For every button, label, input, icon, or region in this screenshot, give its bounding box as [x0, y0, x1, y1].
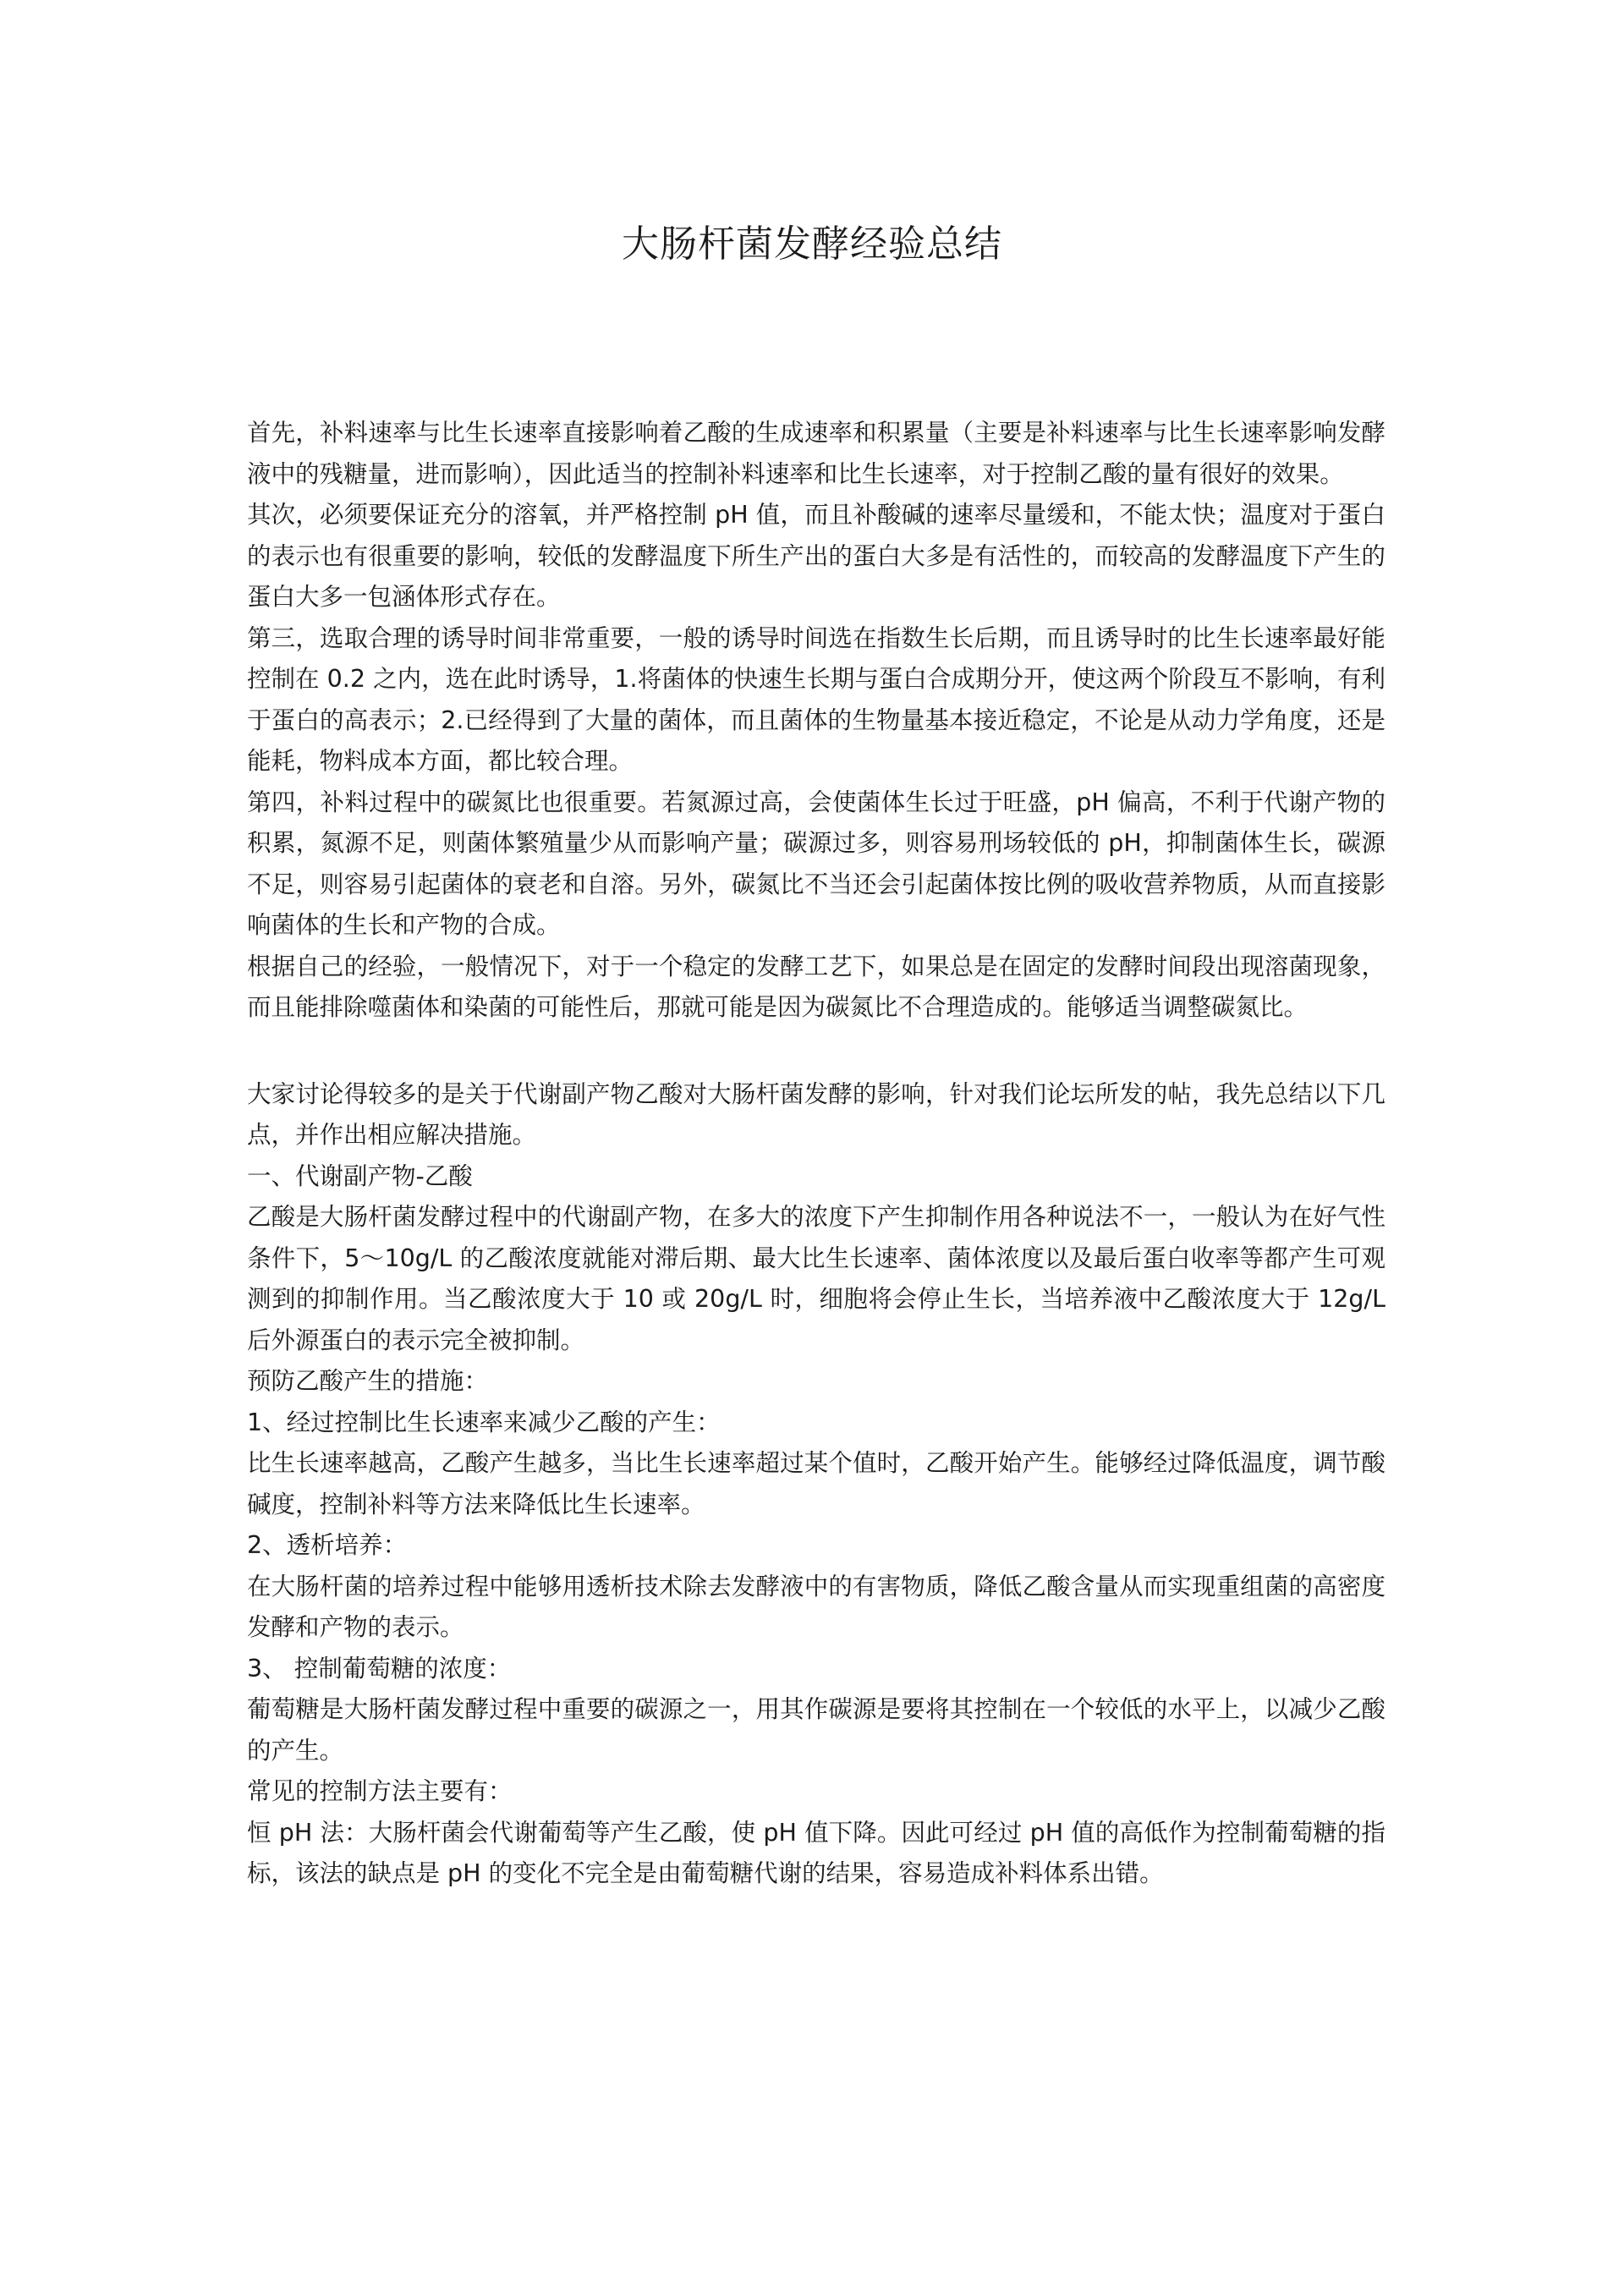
paragraph-spacer: [247, 1029, 1385, 1074]
paragraph-acetate-feed-rate: 首先，补料速率与比生长速率直接影响着乙酸的生成速率和积累量（主要是补料速率与比生长速率影响发酵液中的残糖量，进而影响），因此适当的控制补料速率和比生长速率，对于控制乙酸的量有很好的效果。: [247, 419, 1385, 488]
paragraph-acetate-inhibition: 乙酸是大肠杆菌发酵过程中的代谢副产物，在多大的浓度下产生抑制作用各种说法不一，一般认为在好气性条件下，5～10g/L 的乙酸浓度就能对滞后期、最大比生长速率、菌体浓度以及最后蛋白收率等都产生可观测到的抑制作用。当乙酸浓度大于 10 或 20g/L 时，细胞将会停止生长，当培养液中乙酸浓度大于 12g/L 后外源蛋白的表示完全被抑制。: [247, 1203, 1385, 1354]
heading-acetate-byproduct: 一、代谢副产物-乙酸: [247, 1161, 473, 1190]
paragraph-oxygen-ph-temperature: 其次，必须要保证充分的溶氧，并严格控制 pH 值，而且补酸碱的速率尽量缓和，不能太快；温度对于蛋白的表示也有很重要的影响，较低的发酵温度下所生产出的蛋白大多是有活性的，而较高的发酵温度下产生的蛋白大多一包涵体形式存在。: [247, 501, 1385, 611]
paragraph-discussion-intro: 大家讨论得较多的是关于代谢副产物乙酸对大肠杆菌发酵的影响，针对我们论坛所发的帖，我先总结以下几点，并作出相应解决措施。: [247, 1079, 1385, 1149]
paragraph-measure-1: 比生长速率越高，乙酸产生越多，当比生长速率超过某个值时，乙酸开始产生。能够经过降低温度，调节酸碱度，控制补料等方法来降低比生长速率。: [247, 1449, 1385, 1518]
heading-measure-1: 1、经过控制比生长速率来减少乙酸的产生：: [247, 1408, 721, 1436]
paragraph-induction-time: 第三，选取合理的诱导时间非常重要，一般的诱导时间选在指数生长后期，而且诱导时的比生长速率最好能控制在 0.2 之内，选在此时诱导，1.将菌体的快速生长期与蛋白合成期分开，使这两个阶段互不影响，有利于蛋白的高表示；2.已经得到了大量的菌体，而且菌体的生物量基本接近稳定，不论是从动力学角度，还是能耗，物料成本方面，都比较合理。: [247, 623, 1385, 775]
heading-control-methods: 常见的控制方法主要有：: [247, 1777, 513, 1805]
document-title: 大肠杆菌发酵经验总结: [622, 222, 1002, 266]
paragraph-measure-2: 在大肠杆菌的培养过程中能够用透析技术除去发酵液中的有害物质，降低乙酸含量从而实现重组菌的高密度发酵和产物的表示。: [247, 1572, 1385, 1641]
document-body: [247, 413, 1385, 1895]
paragraph-experience: 根据自己的经验，一般情况下，对于一个稳定的发酵工艺下，如果总是在固定的发酵时间段出现溶菌现象，而且能排除噬菌体和染菌的可能性后，那就可能是因为碳氮比不合理造成的。能够适当调整碳氮比。: [247, 952, 1385, 1021]
paragraph-measure-3: 葡萄糖是大肠杆菌发酵过程中重要的碳源之一，用其作碳源是要将其控制在一个较低的水平上，以减少乙酸的产生。: [247, 1695, 1385, 1765]
paragraph-constant-ph-method: 恒 pH 法：大肠杆菌会代谢葡萄等产生乙酸，使 pH 值下降。因此可经过 pH 值的高低作为控制葡萄糖的指标，该法的缺点是 pH 的变化不完全是由葡萄糖代谢的结果，容易造成补料体系出错。: [247, 1818, 1385, 1887]
heading-prevention-measures: 预防乙酸产生的措施：: [247, 1367, 489, 1395]
paragraph-carbon-nitrogen-ratio: 第四，补料过程中的碳氮比也很重要。若氮源过高，会使菌体生长过于旺盛，pH 偏高，不利于代谢产物的积累，氮源不足，则菌体繁殖量少从而影响产量；碳源过多，则容易刑场较低的 pH，抑制菌体生长，碳源不足，则容易引起菌体的衰老和自溶。另外，碳氮比不当还会引起菌体按比例的吸收营养物质，从而直接影响菌体的生长和产物的合成。: [247, 788, 1385, 939]
heading-measure-3: 3、 控制葡萄糖的浓度：: [247, 1654, 512, 1683]
heading-measure-2: 2、透析培养：: [247, 1531, 408, 1559]
